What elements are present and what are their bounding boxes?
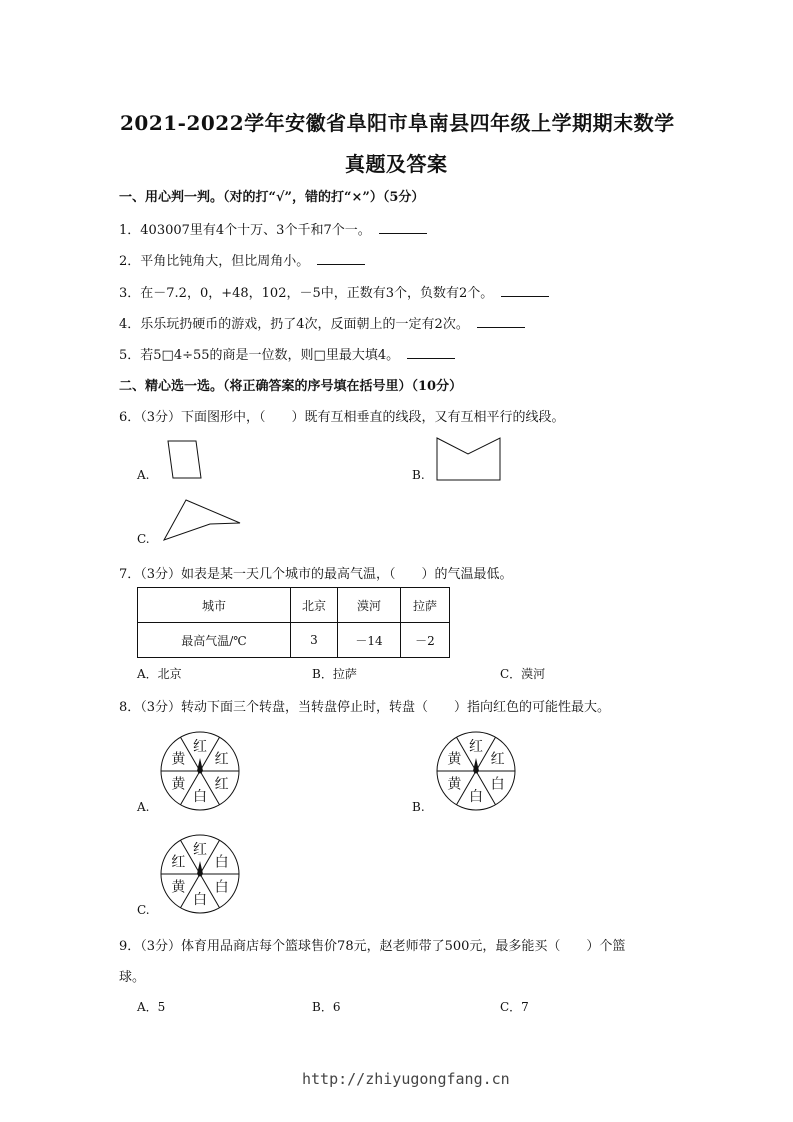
temperature-table [137,587,450,658]
table-header-lhasa: 拉萨 [401,588,450,623]
section2-heading: 二、精心选一选。（将正确答案的序号填在括号里）（10分） [119,379,463,394]
q9-option-a: A．5 [137,1000,166,1014]
section1-heading: 一、用心判一判。（对的打“√”，错的打“×”）（5分） [119,190,425,205]
spinner-pivot [198,872,203,877]
table-header-city: 城市 [138,588,291,623]
spinner-sector-label: 红 [214,751,229,768]
question-9-text-line1: 9．（3分）体育用品商店每个篮球售价78元，赵老师带了500元，最多能买（ ）个篮 [119,939,626,954]
answer-blank-4[interactable] [477,314,525,328]
spinner-c [158,832,242,916]
q8-option-b-label: B. [412,800,425,814]
spinner-sector-label: 红 [214,776,229,793]
question-1 [119,219,427,238]
question-9-text-line2: 球。 [119,970,146,985]
q6-option-a-label: A. [137,468,150,482]
page-title-line1: 2021-2022学年安徽省阜阳市阜南县四年级上学期期末数学 [120,111,675,135]
question-8-text: 8．（3分）转动下面三个转盘，当转盘停止时，转盘（ ）指向红色的可能性最大。 [119,700,611,715]
q8-option-c-label: C. [137,903,150,917]
table-header-beijing: 北京 [291,588,338,623]
question-4 [119,313,525,332]
spinner-pivot [198,769,203,774]
question-2 [119,250,365,269]
question-3-text: 3．在－7.2，0，+48，102，－5中，正数有3个，负数有2个。 [119,286,494,301]
question-1-text: 1．403007里有4个十万、3个千和7个一。 [119,223,371,238]
spinner-sector-label: 白 [214,854,229,871]
q6-parallelogram-figure [160,440,208,480]
question-2-text: 2．平角比钝角大，但比周角小。 [119,254,310,269]
table-cell-beijing: 3 [291,623,338,658]
table-cell-lhasa: －2 [401,623,450,658]
spinner-sector-label: 红 [171,854,186,871]
table-cell-mohe: －14 [338,623,401,658]
question-3 [119,282,549,301]
q6-concave-figure [158,497,246,543]
spinner-sector-label: 白 [214,879,229,896]
spinner-sector-label: 黄 [447,751,462,768]
spinner-sector-label: 红 [193,842,207,858]
question-7-text: 7．（3分）如表是某一天几个城市的最高气温，（ ）的气温最低。 [119,567,513,582]
spinner-sector-label: 红 [490,751,505,768]
table-row [138,623,450,658]
q7-option-b: B．拉萨 [312,667,357,681]
question-5-text: 5．若5□4÷55的商是一位数，则□里最大填4。 [119,348,400,363]
spinner-sector-label: 白 [193,892,207,908]
spinner-sector-label: 白 [469,789,483,805]
footer-url[interactable]: http://zhiyugongfang.cn [302,1070,510,1088]
spinner-sector-label: 白 [490,776,505,793]
answer-blank-3[interactable] [501,283,549,297]
q6-option-b-label: B. [412,468,425,482]
spinner-b [434,729,518,813]
answer-blank-2[interactable] [317,251,365,265]
q6-pentagon-figure [434,436,504,482]
table-row-label: 最高气温/℃ [138,623,291,658]
q8-option-a-label: A. [137,800,150,814]
spinner-sector-label: 黄 [447,776,462,793]
spinner-sector-label: 黄 [171,776,186,793]
answer-blank-5[interactable] [407,345,455,359]
spinner-sector-label: 黄 [171,879,186,896]
answer-blank-1[interactable] [379,220,427,234]
spinner-a [158,729,242,813]
spinner-sector-label: 白 [193,789,207,805]
table-header-mohe: 漠河 [338,588,401,623]
spinner-sector-label: 红 [469,739,483,755]
page-title-line2: 真题及答案 [345,152,448,176]
spinner-sector-label: 黄 [171,751,186,768]
question-4-text: 4．乐乐玩扔硬币的游戏，扔了4次，反面朝上的一定有2次。 [119,317,469,332]
spinner-pivot [474,769,479,774]
question-5 [119,344,455,363]
q7-option-a: A．北京 [137,667,182,681]
question-6-text: 6．（3分）下面图形中，（ ）既有互相垂直的线段，又有互相平行的线段。 [119,410,565,425]
table-row [138,588,450,623]
q7-option-c: C．漠河 [500,667,546,681]
q9-option-c: C．7 [500,1000,529,1014]
spinner-sector-label: 红 [193,739,207,755]
q6-option-c-label: C. [137,532,150,546]
q9-option-b: B．6 [312,1000,341,1014]
